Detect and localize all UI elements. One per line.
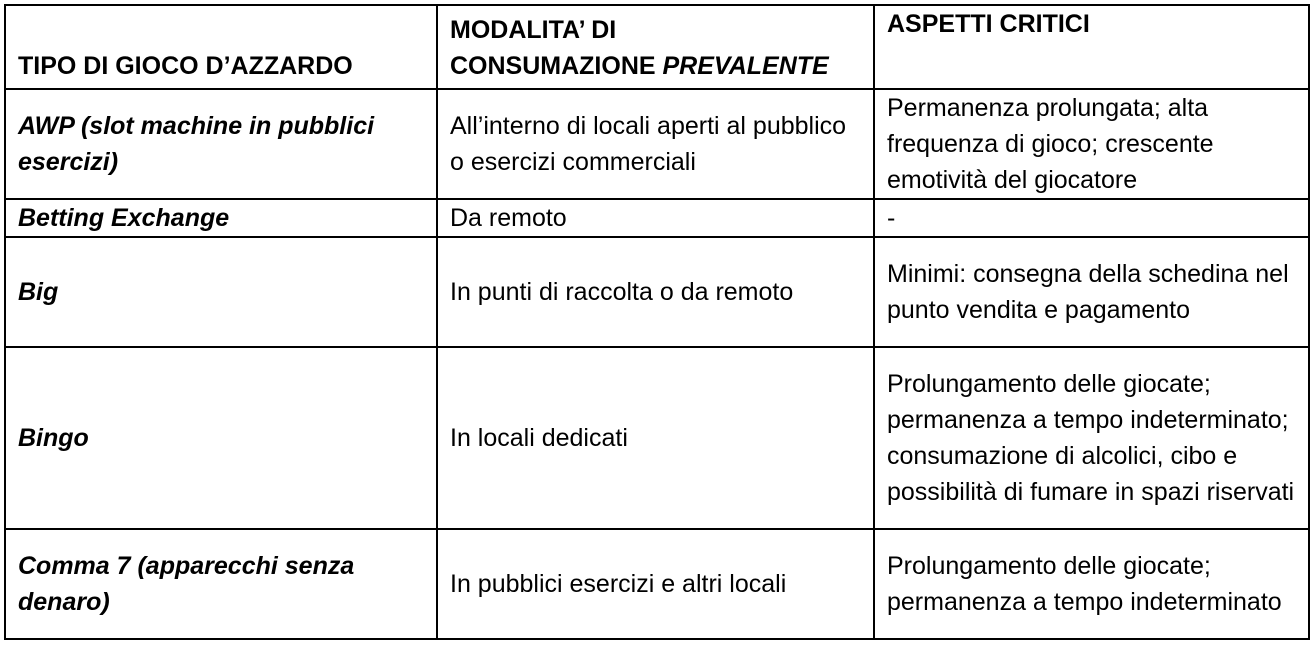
header-consumption-mode-italic: PREVALENTE — [662, 52, 829, 80]
header-consumption-mode-line1: MODALITA’ DI — [450, 16, 617, 44]
table-row — [5, 237, 1309, 347]
cell-critical-aspects: Minimi: consegna della schedina nel punto vendita e pagamento — [874, 237, 1309, 347]
cell-critical-aspects: Permanenza prolungata; alta frequenza di gioco; crescente emotività del giocatore — [874, 89, 1309, 199]
table-row — [5, 347, 1309, 529]
cell-game-type: Comma 7 (apparecchi senza denaro) — [5, 529, 437, 639]
header-game-type: TIPO DI GIOCO D’AZZARDO — [5, 5, 437, 89]
cell-critical-aspects: Prolungamento delle giocate; permanenza a tempo indeterminato — [874, 529, 1309, 639]
cell-game-type: Bingo — [5, 347, 437, 529]
header-consumption-mode-line2: CONSUMAZIONE — [450, 52, 663, 80]
cell-critical-aspects: - — [874, 199, 1309, 237]
table-row — [5, 529, 1309, 639]
header-critical-aspects: ASPETTI CRITICI — [874, 5, 1309, 89]
gambling-types-table — [4, 4, 1310, 640]
table-row — [5, 89, 1309, 199]
header-consumption-mode — [437, 5, 874, 89]
cell-consumption-mode: In locali dedicati — [437, 347, 874, 529]
cell-game-type: Betting Exchange — [5, 199, 437, 237]
table-row — [5, 199, 1309, 237]
cell-consumption-mode: In punti di raccolta o da remoto — [437, 237, 874, 347]
cell-game-type: AWP (slot machine in pubblici esercizi) — [5, 89, 437, 199]
table-header-row — [5, 5, 1309, 89]
cell-consumption-mode: In pubblici esercizi e altri locali — [437, 529, 874, 639]
cell-consumption-mode: Da remoto — [437, 199, 874, 237]
cell-consumption-mode: All’interno di locali aperti al pubblico o esercizi commerciali — [437, 89, 874, 199]
cell-game-type: Big — [5, 237, 437, 347]
cell-critical-aspects: Prolungamento delle giocate; permanenza a tempo indeterminato; consumazione di alcolici, cibo e possibilità di fumare in spazi riservati — [874, 347, 1309, 529]
